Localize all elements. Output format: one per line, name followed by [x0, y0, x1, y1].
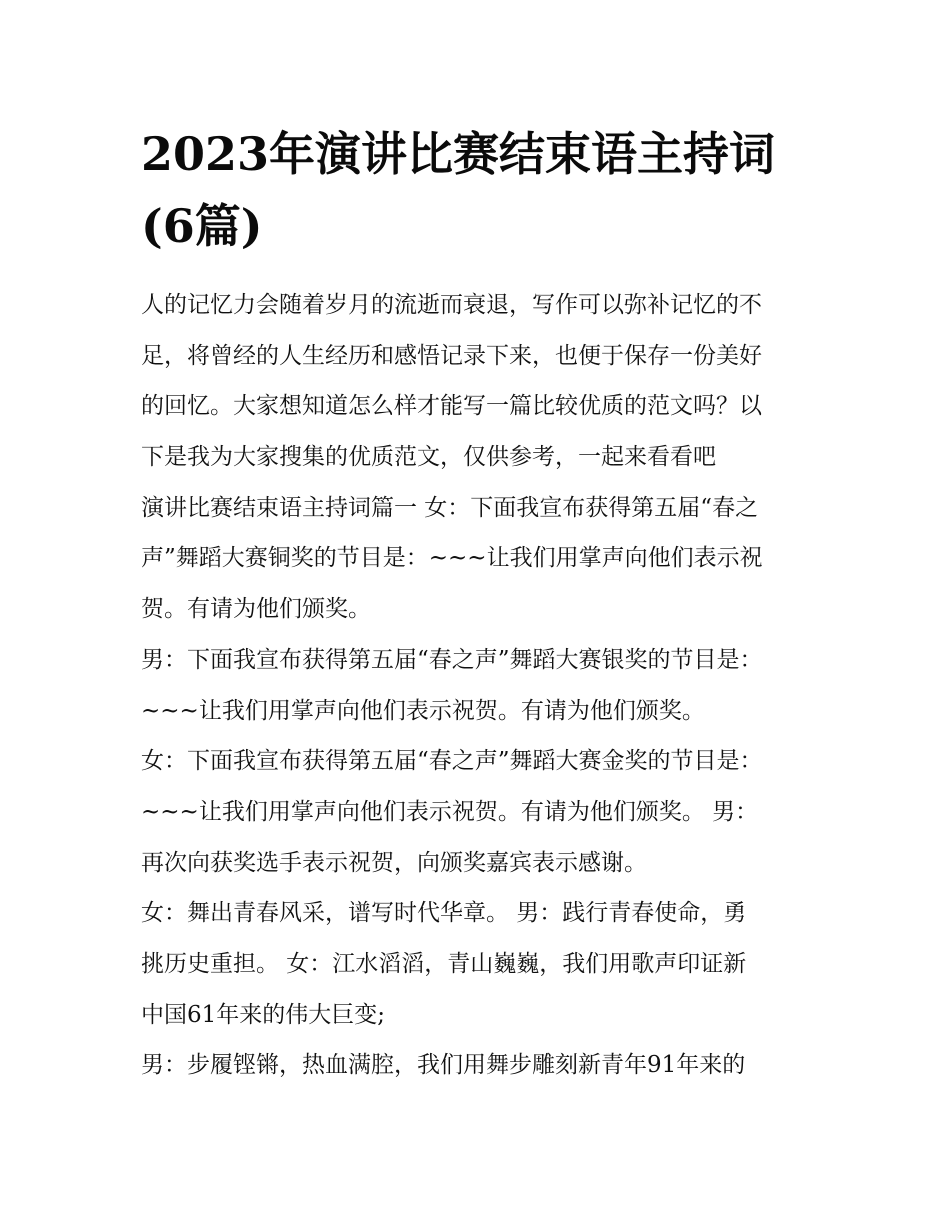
document-body	[141, 280, 821, 1091]
title-line-2: (6篇)	[141, 199, 263, 253]
body-line: 女：下面我宣布获得第五届“春之声”舞蹈大赛金奖的节目是：	[141, 748, 763, 775]
document-title	[141, 118, 831, 262]
body-line: 的回忆。大家想知道怎么样才能写一篇比较优质的范文吗？以	[141, 393, 762, 420]
body-line: 男：下面我宣布获得第五届“春之声”舞蹈大赛银奖的节目是：	[141, 646, 763, 673]
body-line: ~~~让我们用掌声向他们表示祝贺。有请为他们颁奖。 男：	[141, 798, 759, 825]
body-line: 人的记忆力会随着岁月的流逝而衰退，写作可以弥补记忆的不	[141, 292, 762, 318]
body-line: 中国61年来的伟大巨变;	[141, 1001, 386, 1028]
body-line: ~~~让我们用掌声向他们表示祝贺。有请为他们颁奖。	[141, 697, 705, 724]
body-line: 足，将曾经的人生经历和感悟记录下来，也便于保存一份美好	[141, 342, 762, 369]
body-line: 演讲比赛结束语主持词篇一 女：下面我宣布获得第五届“春之	[141, 494, 759, 521]
body-line: 男：步履铿锵，热血满腔，我们用舞步雕刻新青年91年来的	[141, 1052, 746, 1079]
body-line: 贺。有请为他们颁奖。	[141, 596, 371, 623]
body-line: 再次向获奖选手表示祝贺，向颁奖嘉宾表示感谢。	[141, 849, 647, 876]
body-line: 女：舞出青春风采，谱写时代华章。 男：践行青春使命，勇	[141, 900, 747, 927]
title-line-1: 2023年演讲比赛结束语主持词	[141, 127, 776, 181]
body-line: 下是我为大家搜集的优质范文，仅供参考，一起来看看吧	[141, 444, 716, 471]
body-line: 挑历史重担。 女：江水滔滔，青山巍巍，我们用歌声印证新	[141, 950, 747, 977]
body-line: 声”舞蹈大赛铜奖的节目是：~~~让我们用掌声向他们表示祝	[141, 545, 763, 572]
